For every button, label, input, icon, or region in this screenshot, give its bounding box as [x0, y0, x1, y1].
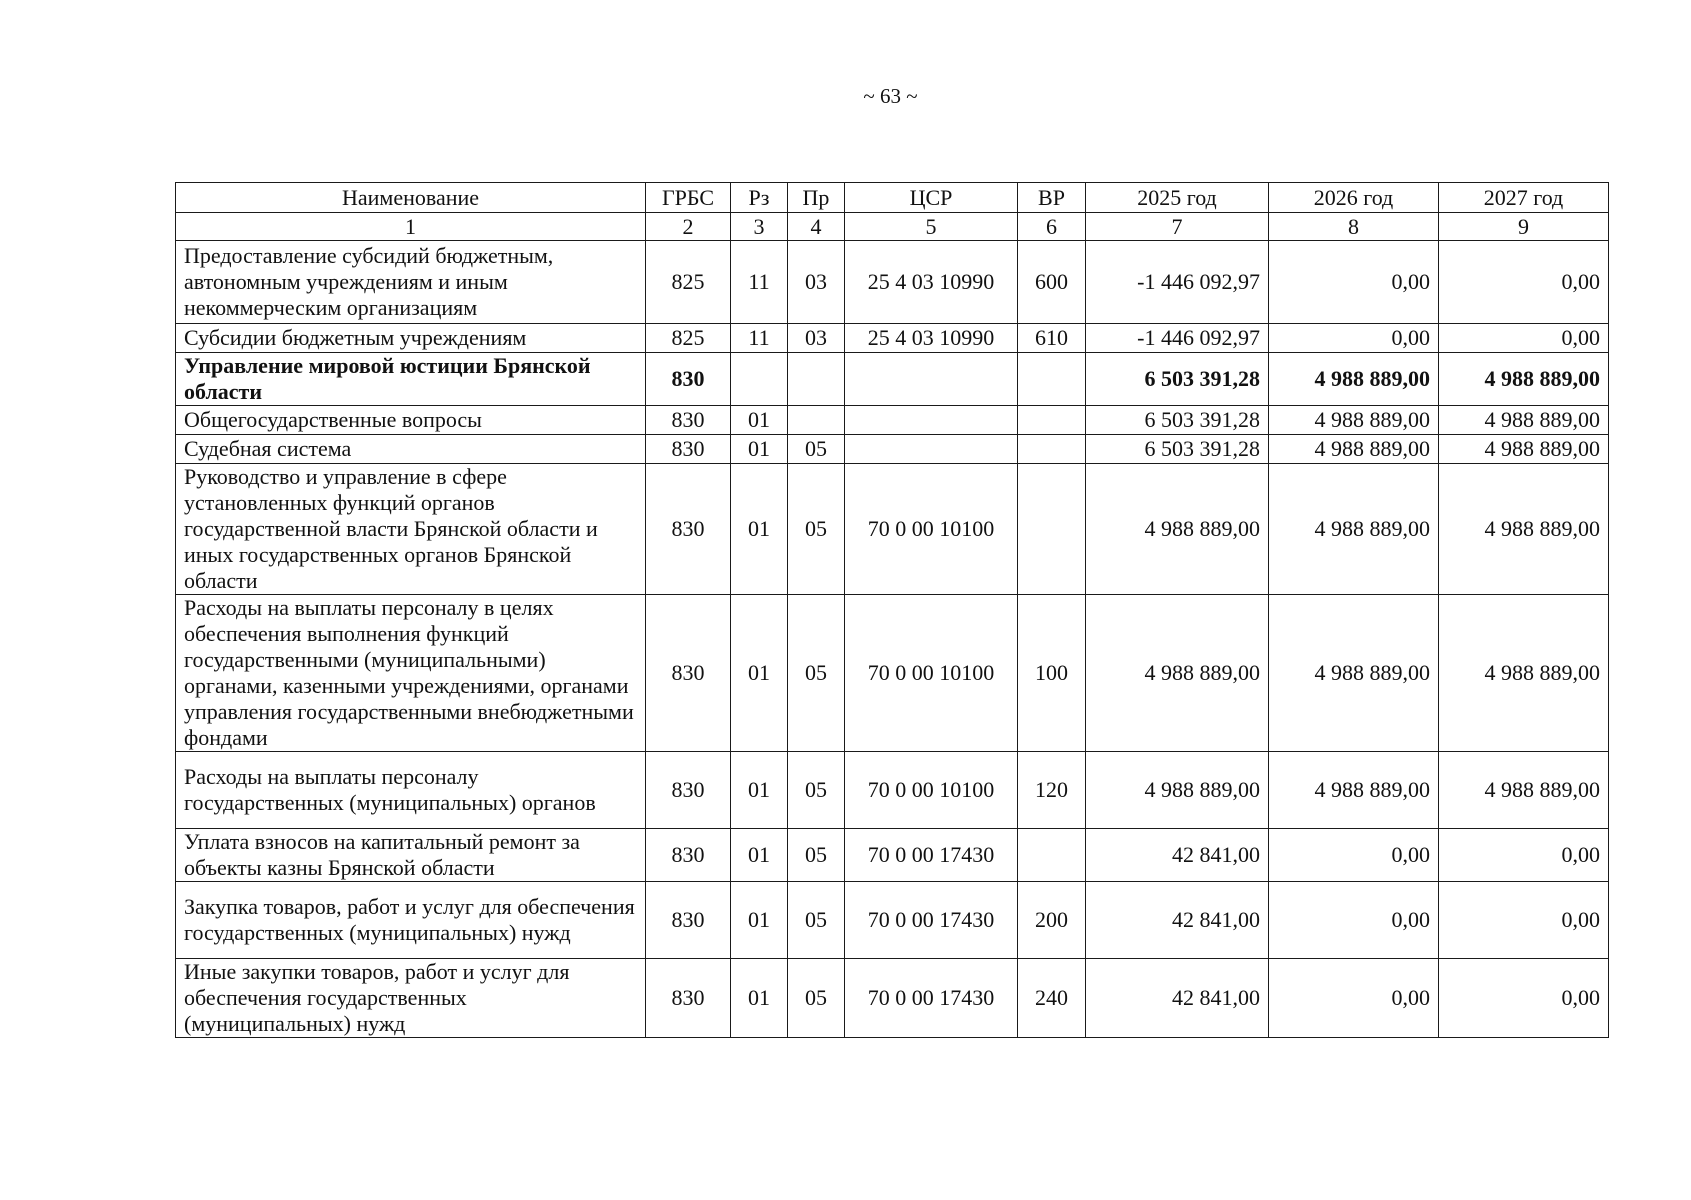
table-row [176, 595, 1609, 752]
cell-pr: 05 [788, 829, 845, 882]
header-pr: Пр [788, 183, 845, 213]
cell-y2025: 4 988 889,00 [1086, 464, 1269, 595]
cell-csr: 70 0 00 17430 [845, 882, 1018, 959]
cell-pr: 05 [788, 959, 845, 1038]
cell-name: Уплата взносов на капитальный ремонт за объекты казны Брянской области [176, 829, 646, 882]
cell-name: Закупка товаров, работ и услуг для обеспечения государственных (муниципальных) нужд [176, 882, 646, 959]
cell-name: Иные закупки товаров, работ и услуг для обеспечения государственных (муниципальных) нужд [176, 959, 646, 1038]
cell-rz: 01 [731, 752, 788, 829]
table-row [176, 752, 1609, 829]
cell-y2027: 4 988 889,00 [1439, 435, 1609, 464]
cell-y2025: 4 988 889,00 [1086, 752, 1269, 829]
table-row [176, 829, 1609, 882]
header-row [176, 183, 1609, 213]
table-row [176, 464, 1609, 595]
cell-y2026: 4 988 889,00 [1269, 595, 1439, 752]
cell-rz: 01 [731, 464, 788, 595]
index-cell: 8 [1269, 213, 1439, 241]
cell-name: Расходы на выплаты персоналу в целях обеспечения выполнения функций государственными (муниципальными) органами, казенными учреждениями, органами управления государственными внебюджетными фондами [176, 595, 646, 752]
cell-y2027: 0,00 [1439, 882, 1609, 959]
index-cell: 1 [176, 213, 646, 241]
index-cell: 2 [646, 213, 731, 241]
cell-grbs: 830 [646, 752, 731, 829]
cell-grbs: 830 [646, 882, 731, 959]
cell-y2027: 4 988 889,00 [1439, 406, 1609, 435]
cell-rz: 01 [731, 882, 788, 959]
cell-vr: 100 [1018, 595, 1086, 752]
cell-csr [845, 435, 1018, 464]
cell-y2025: 42 841,00 [1086, 959, 1269, 1038]
header-2026: 2026 год [1269, 183, 1439, 213]
cell-y2027: 4 988 889,00 [1439, 353, 1609, 406]
cell-vr [1018, 353, 1086, 406]
cell-vr [1018, 435, 1086, 464]
index-cell: 6 [1018, 213, 1086, 241]
cell-y2025: 42 841,00 [1086, 882, 1269, 959]
cell-y2027: 4 988 889,00 [1439, 752, 1609, 829]
cell-grbs: 830 [646, 435, 731, 464]
cell-y2027: 0,00 [1439, 324, 1609, 353]
cell-y2025: 4 988 889,00 [1086, 595, 1269, 752]
page-number: ~ 63 ~ [863, 84, 918, 108]
cell-pr: 05 [788, 752, 845, 829]
cell-csr: 70 0 00 17430 [845, 829, 1018, 882]
index-cell: 5 [845, 213, 1018, 241]
index-cell: 9 [1439, 213, 1609, 241]
header-2025: 2025 год [1086, 183, 1269, 213]
table-row [176, 324, 1609, 353]
cell-csr: 70 0 00 10100 [845, 595, 1018, 752]
header-2027: 2027 год [1439, 183, 1609, 213]
cell-y2025: -1 446 092,97 [1086, 324, 1269, 353]
cell-name: Субсидии бюджетным учреждениям [176, 324, 646, 353]
cell-vr: 240 [1018, 959, 1086, 1038]
header-rz: Рз [731, 183, 788, 213]
table-row [176, 959, 1609, 1038]
cell-name: Руководство и управление в сфере установленных функций органов государственной власти Брянской области и иных государственных органов Брянской области [176, 464, 646, 595]
cell-vr: 600 [1018, 241, 1086, 324]
cell-pr: 05 [788, 464, 845, 595]
cell-y2026: 4 988 889,00 [1269, 752, 1439, 829]
cell-name: Общегосударственные вопросы [176, 406, 646, 435]
cell-csr: 25 4 03 10990 [845, 241, 1018, 324]
cell-y2025: -1 446 092,97 [1086, 241, 1269, 324]
cell-rz: 01 [731, 406, 788, 435]
cell-y2027: 0,00 [1439, 241, 1609, 324]
cell-grbs: 830 [646, 595, 731, 752]
cell-rz: 01 [731, 595, 788, 752]
cell-name: Судебная система [176, 435, 646, 464]
cell-vr [1018, 406, 1086, 435]
cell-grbs: 830 [646, 406, 731, 435]
cell-grbs: 830 [646, 464, 731, 595]
column-index-row [176, 213, 1609, 241]
cell-csr: 25 4 03 10990 [845, 324, 1018, 353]
cell-y2025: 6 503 391,28 [1086, 435, 1269, 464]
cell-y2026: 4 988 889,00 [1269, 353, 1439, 406]
cell-y2027: 0,00 [1439, 829, 1609, 882]
cell-csr [845, 406, 1018, 435]
cell-pr: 03 [788, 241, 845, 324]
cell-y2026: 4 988 889,00 [1269, 435, 1439, 464]
header-name: Наименование [176, 183, 646, 213]
cell-y2025: 6 503 391,28 [1086, 406, 1269, 435]
cell-y2027: 0,00 [1439, 959, 1609, 1038]
index-cell: 4 [788, 213, 845, 241]
cell-y2026: 4 988 889,00 [1269, 406, 1439, 435]
cell-pr [788, 353, 845, 406]
table-row [176, 353, 1609, 406]
cell-pr: 05 [788, 595, 845, 752]
table-row [176, 406, 1609, 435]
cell-grbs: 830 [646, 829, 731, 882]
cell-csr: 70 0 00 10100 [845, 464, 1018, 595]
cell-csr [845, 353, 1018, 406]
cell-rz: 01 [731, 959, 788, 1038]
cell-name: Предоставление субсидий бюджетным, автономным учреждениям и иным некоммерческим организациям [176, 241, 646, 324]
cell-rz: 01 [731, 829, 788, 882]
cell-vr: 200 [1018, 882, 1086, 959]
cell-y2026: 0,00 [1269, 829, 1439, 882]
cell-vr [1018, 464, 1086, 595]
cell-csr: 70 0 00 10100 [845, 752, 1018, 829]
table-row [176, 241, 1609, 324]
header-csr: ЦСР [845, 183, 1018, 213]
cell-grbs: 830 [646, 959, 731, 1038]
cell-y2026: 4 988 889,00 [1269, 464, 1439, 595]
cell-rz: 11 [731, 324, 788, 353]
index-cell: 7 [1086, 213, 1269, 241]
cell-vr: 120 [1018, 752, 1086, 829]
cell-y2026: 0,00 [1269, 241, 1439, 324]
cell-y2026: 0,00 [1269, 882, 1439, 959]
cell-y2026: 0,00 [1269, 324, 1439, 353]
budget-table [175, 182, 1609, 1038]
cell-y2027: 4 988 889,00 [1439, 595, 1609, 752]
header-grbs: ГРБС [646, 183, 731, 213]
cell-y2025: 6 503 391,28 [1086, 353, 1269, 406]
cell-vr [1018, 829, 1086, 882]
cell-grbs: 825 [646, 241, 731, 324]
cell-rz: 11 [731, 241, 788, 324]
cell-pr: 05 [788, 435, 845, 464]
cell-y2026: 0,00 [1269, 959, 1439, 1038]
cell-rz: 01 [731, 435, 788, 464]
cell-pr: 03 [788, 324, 845, 353]
table-row [176, 882, 1609, 959]
cell-pr [788, 406, 845, 435]
index-cell: 3 [731, 213, 788, 241]
cell-grbs: 825 [646, 324, 731, 353]
cell-name: Управление мировой юстиции Брянской области [176, 353, 646, 406]
cell-pr: 05 [788, 882, 845, 959]
header-vr: ВР [1018, 183, 1086, 213]
cell-name: Расходы на выплаты персоналу государственных (муниципальных) органов [176, 752, 646, 829]
cell-rz [731, 353, 788, 406]
cell-csr: 70 0 00 17430 [845, 959, 1018, 1038]
cell-y2027: 4 988 889,00 [1439, 464, 1609, 595]
cell-vr: 610 [1018, 324, 1086, 353]
cell-y2025: 42 841,00 [1086, 829, 1269, 882]
table-row [176, 435, 1609, 464]
cell-grbs: 830 [646, 353, 731, 406]
